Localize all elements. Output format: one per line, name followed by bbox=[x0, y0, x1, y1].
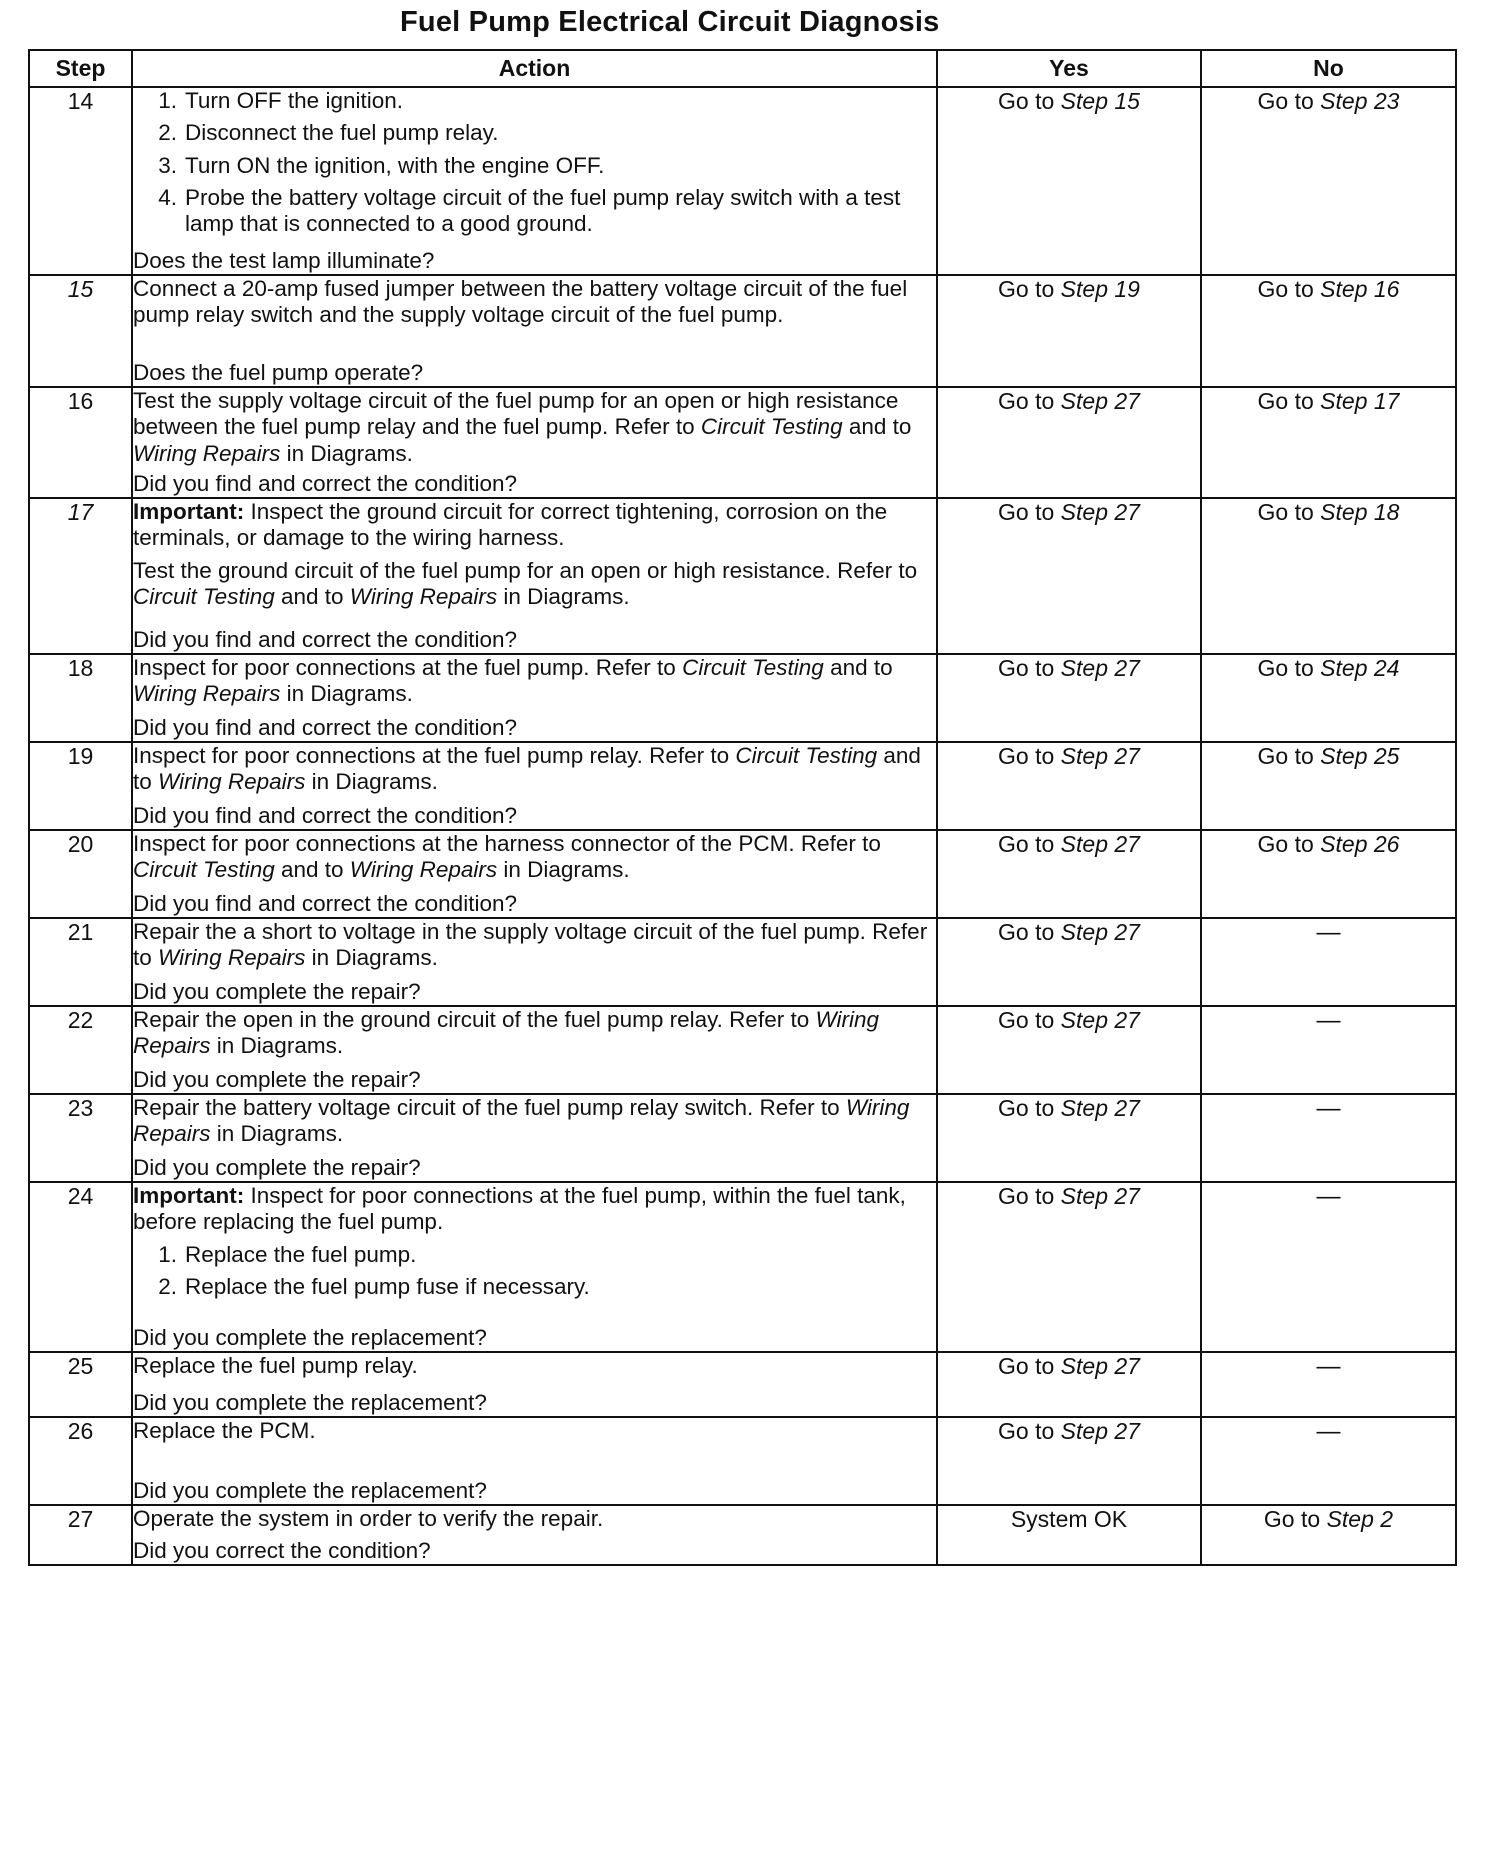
action-text: Repair the a short to voltage in the supply voltage circuit of the fuel pump. Refer to bbox=[133, 919, 928, 971]
yes-result-target: Step 27 bbox=[1060, 387, 1140, 414]
important-label: Important: bbox=[133, 499, 245, 525]
action-content bbox=[133, 499, 936, 653]
action-paragraph bbox=[133, 919, 936, 972]
action-content bbox=[133, 276, 936, 386]
no-result-target: Step 23 bbox=[1320, 88, 1400, 114]
no-result-target: Step 2 bbox=[1326, 1506, 1394, 1533]
action-text: in Diagrams. bbox=[497, 857, 630, 883]
table-row bbox=[29, 87, 1456, 275]
action-body bbox=[133, 831, 936, 884]
yes-result-prefix: Go to bbox=[998, 499, 1061, 526]
yes-result bbox=[937, 1505, 1201, 1565]
action-content bbox=[133, 1353, 936, 1416]
diagnosis-table bbox=[28, 49, 1457, 1566]
action-text: Inspect for poor connections at the harness connector of the PCM. Refer to bbox=[133, 831, 881, 857]
list-item-number: 1. bbox=[158, 1241, 177, 1267]
list-item bbox=[133, 88, 936, 114]
header-step: Step bbox=[29, 50, 132, 87]
no-result-target: Step 18 bbox=[1320, 499, 1400, 526]
list-item bbox=[133, 120, 936, 146]
action-content bbox=[133, 831, 936, 917]
no-result-prefix: Go to bbox=[1263, 1506, 1327, 1533]
yes-result-prefix: Go to bbox=[998, 919, 1061, 946]
yes-result-prefix: Go to bbox=[998, 387, 1061, 414]
action-content bbox=[133, 388, 936, 497]
table-row bbox=[29, 1094, 1456, 1182]
no-result-text: — bbox=[1316, 919, 1341, 947]
step-number: 16 bbox=[29, 387, 132, 498]
action-paragraph bbox=[133, 1007, 936, 1060]
list-item-text: Disconnect the fuel pump relay. bbox=[185, 120, 499, 146]
header-row bbox=[29, 50, 1456, 87]
step-number: 25 bbox=[29, 1352, 132, 1417]
reference-link: Circuit Testing bbox=[735, 743, 878, 769]
action-content bbox=[133, 1095, 936, 1181]
yes-result-target: Step 19 bbox=[1060, 275, 1140, 302]
yes-result-target: Step 27 bbox=[1060, 1183, 1140, 1210]
list-item-number: 2. bbox=[158, 1274, 177, 1300]
action-cell bbox=[132, 1006, 937, 1094]
action-content bbox=[133, 1506, 936, 1564]
yes-result-target: Step 27 bbox=[1060, 1353, 1140, 1380]
step-number: 15 bbox=[29, 275, 132, 387]
action-question: Did you complete the repair? bbox=[133, 978, 421, 1004]
action-content bbox=[133, 743, 936, 829]
list-item-number: 1. bbox=[158, 88, 177, 113]
yes-result bbox=[937, 1352, 1201, 1417]
list-item-text: Probe the battery voltage circuit of the fuel pump relay switch with a test lamp that is connected to a good ground. bbox=[185, 184, 901, 237]
list-item-number: 2. bbox=[158, 120, 177, 146]
header-no: No bbox=[1201, 50, 1456, 87]
yes-result-prefix: Go to bbox=[998, 743, 1061, 770]
reference-link: Circuit Testing bbox=[133, 857, 275, 883]
action-question: Does the test lamp illuminate? bbox=[133, 247, 435, 273]
action-text: Repair the battery voltage circuit of the fuel pump relay switch. Refer to bbox=[133, 1095, 846, 1121]
action-text: Test the ground circuit of the fuel pump for an open or high resistance. Refer to bbox=[133, 557, 918, 583]
action-question: Did you complete the repair? bbox=[133, 1066, 421, 1092]
yes-result-target: Step 27 bbox=[1060, 655, 1140, 682]
yes-result-prefix: Go to bbox=[998, 1353, 1061, 1380]
table-row bbox=[29, 1417, 1456, 1505]
action-text: in Diagrams. bbox=[497, 584, 630, 610]
table-row bbox=[29, 275, 1456, 387]
yes-result bbox=[937, 654, 1201, 742]
no-result bbox=[1201, 1417, 1456, 1505]
reference-link: Wiring Repairs bbox=[133, 1007, 880, 1059]
step-number: 21 bbox=[29, 918, 132, 1006]
step-number: 18 bbox=[29, 654, 132, 742]
no-result-text: — bbox=[1316, 1183, 1341, 1211]
no-result-prefix: Go to bbox=[1257, 275, 1321, 302]
table-row bbox=[29, 830, 1456, 918]
no-result-prefix: Go to bbox=[1257, 499, 1321, 526]
no-result-target: Step 26 bbox=[1320, 831, 1400, 858]
no-result bbox=[1201, 1182, 1456, 1352]
table-row bbox=[29, 918, 1456, 1006]
no-result-prefix: Go to bbox=[1257, 831, 1321, 858]
no-result-target: Step 17 bbox=[1320, 387, 1400, 414]
important-label: Important: bbox=[133, 1183, 245, 1209]
action-body bbox=[133, 1353, 936, 1379]
no-result bbox=[1201, 1094, 1456, 1182]
action-cell bbox=[132, 742, 937, 830]
action-question: Did you complete the replacement? bbox=[133, 1477, 487, 1503]
yes-result bbox=[937, 498, 1201, 654]
action-paragraph bbox=[133, 388, 936, 467]
action-text: in Diagrams. bbox=[305, 945, 438, 971]
action-content bbox=[133, 88, 936, 274]
yes-result-prefix: Go to bbox=[998, 1183, 1061, 1210]
action-text: Replace the PCM. bbox=[133, 1418, 316, 1444]
list-item bbox=[133, 185, 936, 238]
action-body bbox=[133, 743, 936, 796]
list-item bbox=[133, 153, 936, 179]
action-text: in Diagrams. bbox=[280, 440, 413, 466]
action-text: and to bbox=[274, 584, 350, 610]
no-result bbox=[1201, 742, 1456, 830]
no-result bbox=[1201, 1352, 1456, 1417]
action-content bbox=[133, 1183, 936, 1351]
step-number: 23 bbox=[29, 1094, 132, 1182]
yes-result-target: Step 27 bbox=[1060, 1418, 1140, 1445]
yes-result-target: Step 27 bbox=[1060, 1095, 1140, 1122]
yes-result bbox=[937, 1094, 1201, 1182]
action-body bbox=[133, 1007, 936, 1060]
no-result-target: Step 25 bbox=[1320, 743, 1400, 770]
action-cell bbox=[132, 1352, 937, 1417]
action-cell bbox=[132, 654, 937, 742]
no-result-text: — bbox=[1316, 1095, 1341, 1123]
table-row bbox=[29, 498, 1456, 654]
action-paragraph bbox=[133, 1353, 936, 1379]
no-result-prefix: Go to bbox=[1257, 743, 1321, 770]
action-cell bbox=[132, 498, 937, 654]
yes-result-prefix: Go to bbox=[998, 1007, 1061, 1034]
yes-result bbox=[937, 1006, 1201, 1094]
action-cell bbox=[132, 918, 937, 1006]
action-text: Inspect for poor connections at the fuel pump. Refer to bbox=[133, 655, 683, 681]
action-paragraph bbox=[133, 499, 936, 552]
action-question: Did you find and correct the condition? bbox=[133, 626, 517, 652]
action-question: Did you correct the condition? bbox=[133, 1537, 431, 1563]
table-row bbox=[29, 1182, 1456, 1352]
no-result-prefix: Go to bbox=[1257, 655, 1321, 682]
yes-result bbox=[937, 1182, 1201, 1352]
action-text: in Diagrams. bbox=[210, 1121, 344, 1147]
action-question: Did you find and correct the condition? bbox=[133, 470, 517, 496]
no-result-text: — bbox=[1316, 1007, 1341, 1035]
yes-result-target: Step 27 bbox=[1060, 831, 1140, 858]
step-number: 24 bbox=[29, 1182, 132, 1352]
table-row bbox=[29, 1352, 1456, 1417]
action-text: in Diagrams. bbox=[305, 769, 438, 795]
step-number: 20 bbox=[29, 830, 132, 918]
action-text: Inspect the ground circuit for correct tightening, corrosion on the terminals, or damage to the wiring harness. bbox=[133, 499, 888, 551]
yes-result bbox=[937, 1417, 1201, 1505]
action-cell bbox=[132, 275, 937, 387]
table-row bbox=[29, 1006, 1456, 1094]
list-item-text: Turn ON the ignition, with the engine OFF. bbox=[185, 152, 605, 178]
action-text: Repair the open in the ground circuit of the fuel pump relay. Refer to bbox=[133, 1007, 816, 1033]
action-text: in Diagrams. bbox=[280, 681, 413, 707]
action-cell bbox=[132, 830, 937, 918]
reference-link: Wiring Repairs bbox=[133, 440, 281, 466]
action-text: Inspect for poor connections at the fuel pump relay. Refer to bbox=[133, 743, 736, 769]
yes-result bbox=[937, 87, 1201, 275]
action-question: Did you complete the replacement? bbox=[133, 1389, 487, 1415]
no-result bbox=[1201, 1006, 1456, 1094]
no-result bbox=[1201, 275, 1456, 387]
no-result-target: Step 24 bbox=[1320, 655, 1400, 682]
yes-result bbox=[937, 742, 1201, 830]
no-result bbox=[1201, 387, 1456, 498]
list-item bbox=[133, 1274, 936, 1300]
reference-link: Wiring Repairs bbox=[158, 945, 306, 971]
list-item-text: Replace the fuel pump. bbox=[185, 1241, 417, 1267]
step-number: 26 bbox=[29, 1417, 132, 1505]
reference-link: Wiring Repairs bbox=[133, 1095, 910, 1147]
action-body bbox=[133, 499, 936, 610]
reference-link: Circuit Testing bbox=[682, 655, 824, 681]
action-paragraph bbox=[133, 1506, 936, 1532]
no-result-text: — bbox=[1316, 1418, 1341, 1446]
action-content bbox=[133, 919, 936, 1005]
reference-link: Circuit Testing bbox=[133, 584, 275, 610]
header-yes: Yes bbox=[937, 50, 1201, 87]
yes-result-prefix: Go to bbox=[998, 88, 1061, 114]
no-result-target: Step 16 bbox=[1320, 275, 1400, 302]
reference-link: Wiring Repairs bbox=[349, 857, 498, 883]
action-body bbox=[133, 1418, 936, 1444]
action-paragraph bbox=[133, 276, 936, 329]
action-content bbox=[133, 1007, 936, 1093]
action-paragraph bbox=[133, 1095, 936, 1148]
no-result bbox=[1201, 918, 1456, 1006]
action-body bbox=[133, 88, 936, 244]
table-row bbox=[29, 742, 1456, 830]
list-item-number: 4. bbox=[158, 184, 177, 210]
action-text: and to bbox=[274, 857, 350, 883]
action-cell bbox=[132, 387, 937, 498]
action-text: Connect a 20-amp fused jumper between the battery voltage circuit of the fuel pump relay switch and the supply voltage circuit of the fuel pump. bbox=[133, 275, 908, 328]
action-text: and to bbox=[823, 655, 893, 681]
action-steps-list bbox=[133, 1242, 936, 1301]
action-body bbox=[133, 919, 936, 972]
action-paragraph bbox=[133, 743, 936, 796]
action-question: Did you find and correct the condition? bbox=[133, 714, 517, 740]
no-result bbox=[1201, 654, 1456, 742]
yes-result-target: Step 27 bbox=[1060, 919, 1140, 946]
action-body bbox=[133, 1506, 936, 1532]
yes-result bbox=[937, 830, 1201, 918]
step-number: 27 bbox=[29, 1505, 132, 1565]
action-question: Did you complete the repair? bbox=[133, 1154, 421, 1180]
no-result bbox=[1201, 87, 1456, 275]
action-question: Does the fuel pump operate? bbox=[133, 359, 424, 385]
document-title: Fuel Pump Electrical Circuit Diagnosis bbox=[400, 6, 940, 38]
reference-link: Wiring Repairs bbox=[133, 681, 281, 707]
action-cell bbox=[132, 1417, 937, 1505]
table-row bbox=[29, 654, 1456, 742]
yes-result bbox=[937, 387, 1201, 498]
no-result bbox=[1201, 1505, 1456, 1565]
action-cell bbox=[132, 1094, 937, 1182]
no-result bbox=[1201, 498, 1456, 654]
list-item-number: 3. bbox=[158, 152, 177, 178]
list-item-text: Turn OFF the ignition. bbox=[185, 88, 404, 113]
yes-result-prefix: Go to bbox=[998, 1095, 1061, 1122]
action-paragraph bbox=[133, 655, 936, 708]
action-paragraph bbox=[133, 558, 936, 611]
yes-result-target: Step 27 bbox=[1060, 499, 1140, 526]
step-number: 22 bbox=[29, 1006, 132, 1094]
action-text: Inspect for poor connections at the fuel pump, within the fuel tank, before replacing the fuel pump. bbox=[133, 1183, 906, 1235]
action-cell bbox=[132, 87, 937, 275]
action-content bbox=[133, 1418, 936, 1504]
action-question: Did you complete the replacement? bbox=[133, 1324, 487, 1350]
action-question: Did you find and correct the condition? bbox=[133, 802, 517, 828]
no-result-prefix: Go to bbox=[1257, 387, 1321, 414]
action-paragraph bbox=[133, 1418, 936, 1444]
table-row bbox=[29, 1505, 1456, 1565]
action-cell bbox=[132, 1182, 937, 1352]
yes-result-prefix: Go to bbox=[998, 655, 1061, 682]
action-cell bbox=[132, 1505, 937, 1565]
action-steps-list bbox=[133, 88, 936, 238]
action-question: Did you find and correct the condition? bbox=[133, 890, 517, 916]
yes-result-prefix: Go to bbox=[998, 1418, 1061, 1445]
action-body bbox=[133, 276, 936, 329]
yes-result-target: Step 27 bbox=[1060, 743, 1140, 770]
header-action: Action bbox=[132, 50, 937, 87]
action-text: and to bbox=[842, 414, 912, 440]
reference-link: Wiring Repairs bbox=[349, 584, 498, 610]
action-text: and to bbox=[133, 743, 921, 795]
yes-result-target: Step 15 bbox=[1060, 88, 1140, 114]
action-text: Operate the system in order to verify the repair. bbox=[133, 1506, 604, 1532]
reference-link: Circuit Testing bbox=[700, 414, 843, 440]
no-result bbox=[1201, 830, 1456, 918]
no-result-text: — bbox=[1316, 1353, 1341, 1381]
action-body bbox=[133, 655, 936, 708]
action-text: Test the supply voltage circuit of the fuel pump for an open or high resistance between the fuel pump relay and the fuel pump. Refer to bbox=[133, 387, 899, 440]
yes-result bbox=[937, 275, 1201, 387]
list-item bbox=[133, 1242, 936, 1268]
yes-result-text: System OK bbox=[1010, 1506, 1128, 1533]
step-number: 17 bbox=[29, 498, 132, 654]
action-paragraph bbox=[133, 831, 936, 884]
action-text: Replace the fuel pump relay. bbox=[133, 1353, 418, 1379]
action-text: in Diagrams. bbox=[210, 1033, 344, 1059]
step-number: 14 bbox=[29, 87, 132, 275]
step-number: 19 bbox=[29, 742, 132, 830]
yes-result-target: Step 27 bbox=[1060, 1007, 1140, 1034]
reference-link: Wiring Repairs bbox=[158, 769, 306, 795]
list-item-text: Replace the fuel pump fuse if necessary. bbox=[185, 1274, 590, 1300]
yes-result-prefix: Go to bbox=[998, 275, 1061, 302]
yes-result-prefix: Go to bbox=[998, 831, 1061, 858]
action-paragraph bbox=[133, 1183, 936, 1236]
yes-result bbox=[937, 918, 1201, 1006]
action-body bbox=[133, 1095, 936, 1148]
no-result-prefix: Go to bbox=[1257, 88, 1321, 114]
table-row bbox=[29, 387, 1456, 498]
action-body bbox=[133, 1183, 936, 1306]
action-content bbox=[133, 655, 936, 741]
action-body bbox=[133, 388, 936, 467]
